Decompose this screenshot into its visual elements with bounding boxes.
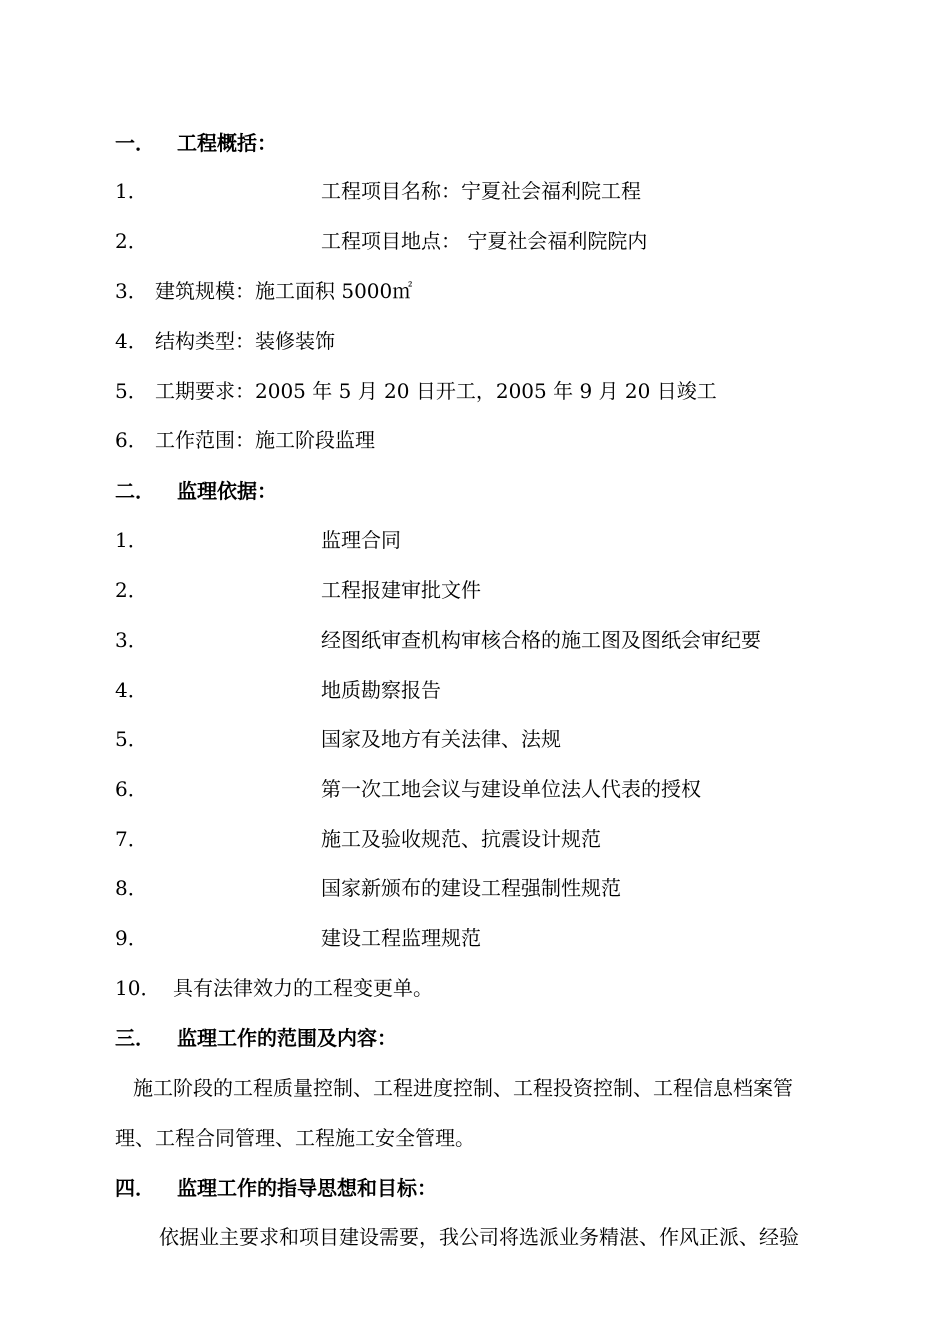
list-item — [115, 876, 621, 900]
section-4-heading — [115, 1176, 437, 1200]
section-title: 监理依据： — [177, 479, 277, 503]
item-number: 2． — [115, 229, 148, 253]
item-number: 1． — [115, 179, 148, 203]
list-item — [115, 926, 481, 950]
list-item — [115, 678, 441, 702]
item-number: 8． — [115, 876, 148, 900]
item-text: 结构类型：装修装饰 — [155, 329, 335, 353]
item-number: 6． — [115, 428, 148, 452]
list-item — [115, 827, 601, 851]
item-number: 4． — [115, 678, 148, 702]
list-item — [115, 628, 761, 652]
paragraph-line: 理、工程合同管理、工程施工安全管理。 — [115, 1126, 475, 1150]
item-text: 监理合同 — [321, 528, 401, 552]
section-2-heading — [115, 479, 277, 503]
list-item — [115, 727, 561, 751]
section-number: 三． — [115, 1026, 155, 1050]
list-item — [115, 379, 717, 403]
item-number: 5． — [115, 379, 148, 403]
section-title: 工程概括： — [177, 131, 277, 155]
item-number: 3． — [115, 628, 148, 652]
list-item — [115, 279, 413, 303]
item-number: 10． — [115, 976, 161, 1000]
item-text: 国家新颁布的建设工程强制性规范 — [321, 876, 621, 900]
list-item — [115, 229, 648, 253]
section-number: 一． — [115, 131, 155, 155]
list-item — [115, 528, 401, 552]
item-number: 6． — [115, 777, 148, 801]
item-text: 建设工程监理规范 — [321, 926, 481, 950]
item-text: 工期要求：2005 年 5 月 20 日开工，2005 年 9 月 20 日竣工 — [155, 379, 717, 403]
list-item — [115, 428, 375, 452]
item-number: 4． — [115, 329, 148, 353]
item-number: 7． — [115, 827, 148, 851]
item-number: 1． — [115, 528, 148, 552]
item-text: 工程报建审批文件 — [321, 578, 481, 602]
list-item — [115, 976, 433, 1000]
section-3-heading — [115, 1026, 397, 1050]
section-number: 四． — [115, 1176, 155, 1200]
item-text: 具有法律效力的工程变更单。 — [173, 976, 433, 1000]
item-text: 建筑规模：施工面积 5000㎡ — [155, 279, 413, 303]
list-item — [115, 179, 641, 203]
section-number: 二． — [115, 479, 155, 503]
item-text: 施工及验收规范、抗震设计规范 — [321, 827, 601, 851]
list-item — [115, 578, 481, 602]
item-text: 经图纸审查机构审核合格的施工图及图纸会审纪要 — [321, 628, 761, 652]
list-item — [115, 329, 335, 353]
section-title: 监理工作的指导思想和目标： — [177, 1176, 437, 1200]
item-text: 国家及地方有关法律、法规 — [321, 727, 561, 751]
item-number: 2． — [115, 578, 148, 602]
item-text: 地质勘察报告 — [321, 678, 441, 702]
item-number: 9． — [115, 926, 148, 950]
section-title: 监理工作的范围及内容： — [177, 1026, 397, 1050]
paragraph-line: 施工阶段的工程质量控制、工程进度控制、工程投资控制、工程信息档案管 — [133, 1076, 793, 1100]
item-text: 第一次工地会议与建设单位法人代表的授权 — [321, 777, 701, 801]
item-text: 工作范围：施工阶段监理 — [155, 428, 375, 452]
section-1-heading — [115, 131, 277, 155]
item-text: 工程项目地点： 宁夏社会福利院院内 — [321, 229, 648, 253]
item-number: 5． — [115, 727, 148, 751]
item-number: 3． — [115, 279, 148, 303]
list-item — [115, 777, 701, 801]
paragraph-line: 依据业主要求和项目建设需要，我公司将选派业务精湛、作风正派、经验 — [159, 1225, 799, 1249]
item-text: 工程项目名称：宁夏社会福利院工程 — [321, 179, 641, 203]
